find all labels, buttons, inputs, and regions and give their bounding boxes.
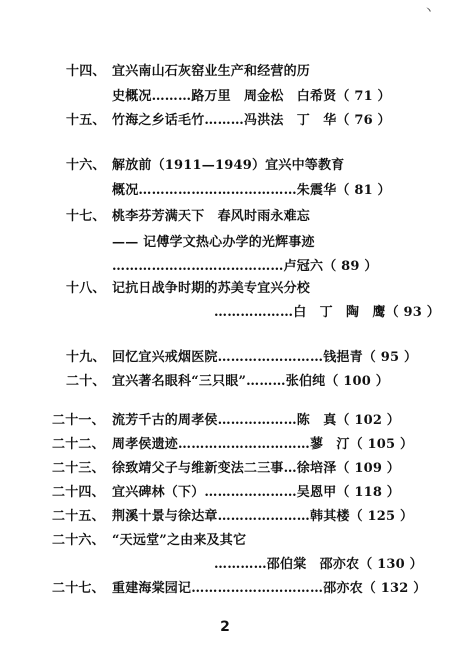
entry-title-line: …………………………………卢冠六（ 89 ）: [112, 259, 378, 274]
entry-title-line: 竹海之乡话毛竹………冯洪法 丁 华（ 76 ）: [112, 113, 391, 128]
entry-subtitle-line: —— 记傅学文热心办学的光辉事迹: [112, 235, 315, 250]
entry-title-line: 宜兴南山石灰窑业生产和经营的历: [112, 64, 311, 79]
entry-title-line: ………………白 丁 陶 鹰（ 93 ）: [214, 305, 440, 320]
entry-title-line: 史概况………路万里 周金松 白希贤（ 71 ）: [112, 89, 391, 104]
entry-number: 十六、: [66, 158, 106, 173]
entry-number: 二十三、: [52, 461, 105, 476]
entry-title-line: …………邵伯棠 邵亦农（ 130 ）: [214, 557, 423, 572]
entry-number: 二十二、: [52, 437, 105, 452]
entry-title-line: 徐致靖父子与维新变法二三事…徐培泽（ 109 ）: [112, 461, 400, 476]
entry-number: 十八、: [66, 281, 106, 296]
entry-title-line: 桃李芬芳满天下 春风时雨永难忘: [112, 209, 311, 224]
page-number: 2: [220, 619, 230, 635]
entry-title-line: 概况………………………………朱震华（ 81 ）: [112, 183, 391, 198]
entry-number: 十九、: [66, 350, 106, 365]
entry-title-line: 流芳千古的周孝侯………………陈 真（ 102 ）: [112, 413, 400, 428]
entry-number: 二十七、: [52, 581, 105, 596]
entry-title-line: “天远堂”之由来及其它: [112, 533, 247, 548]
entry-title-line: 记抗日战争时期的苏美专宜兴分校: [112, 281, 311, 296]
entry-title-line: 荆溪十景与徐达章…………………韩其楼（ 125 ）: [112, 509, 414, 524]
entry-number: 十五、: [66, 113, 106, 128]
entry-number: 二十四、: [52, 485, 105, 500]
entry-title-line: 宜兴碑林（下）…………………吴恩甲（ 118 ）: [112, 485, 400, 500]
corner-mark: 丶: [423, 4, 434, 17]
entry-title-line: 解放前（1911—1949）宜兴中等教育: [112, 158, 345, 173]
entry-number: 十七、: [66, 209, 106, 224]
entry-number: 十四、: [66, 64, 106, 79]
entry-title-line: 周孝侯遗迹…………………………蓼 汀（ 105 ）: [112, 437, 414, 452]
entry-title-line: 宜兴著名眼科“三只眼”………张伯纯（ 100 ）: [112, 374, 389, 389]
entry-number: 二十五、: [52, 509, 105, 524]
entry-number: 二十一、: [52, 413, 105, 428]
entry-number: 二十、: [66, 374, 106, 389]
entry-title-line: 回忆宜兴戒烟医院……………………钱挹青（ 95 ）: [112, 350, 418, 365]
entry-number: 二十六、: [52, 533, 105, 548]
entry-title-line: 重建海棠园记…………………………邵亦农（ 132 ）: [112, 581, 427, 596]
